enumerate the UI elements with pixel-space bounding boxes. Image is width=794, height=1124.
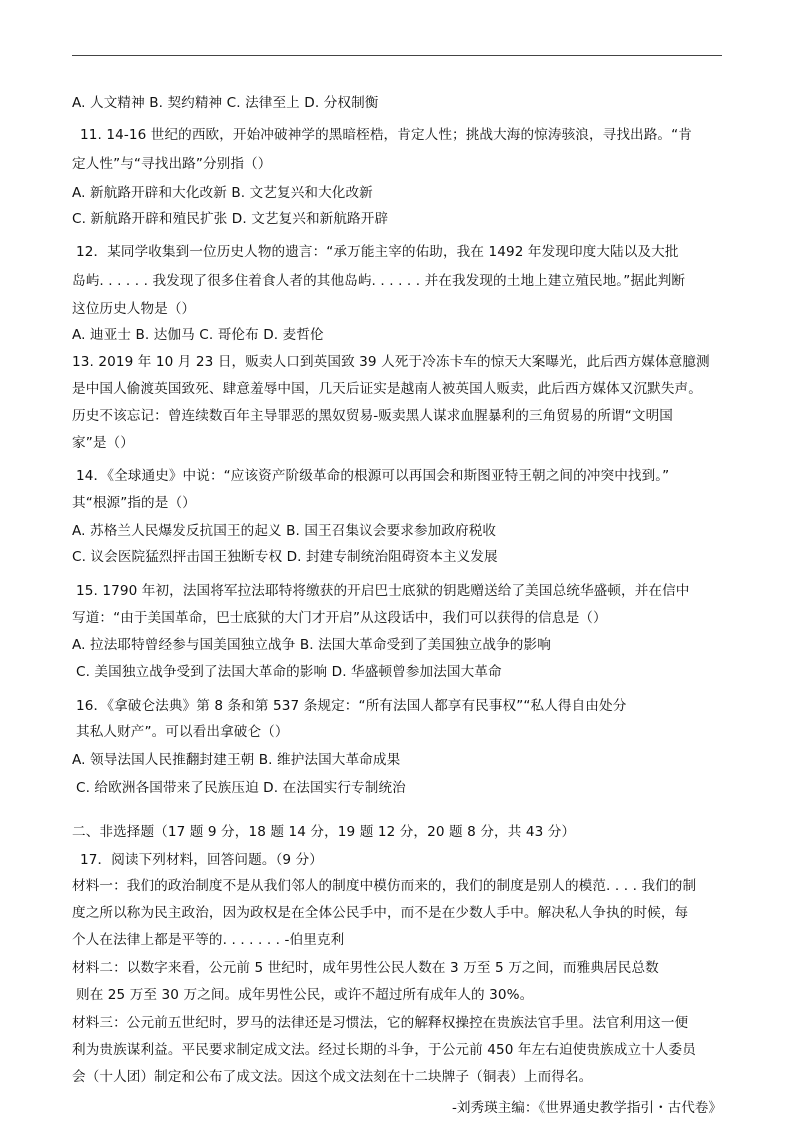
text-line: 利为贵族谋利益。平民要求制定成文法。经过长期的斗争，于公元前 450 年左右迫使贵族成立十人委员: [72, 1042, 696, 1058]
text-line: 11. 14-16 世纪的西欧，开始冲破神学的黑暗桎梏，肯定人性；挑战大海的惊涛骇浪，寻找出路。“肯: [80, 127, 692, 143]
text-line: 定人性”与“寻找出路”分别指（）: [72, 156, 272, 172]
text-line: 是中国人偷渡英国致死、肆意羞辱中国，几天后证实是越南人被英国人贩卖，此后西方媒体又沉默失声。: [72, 381, 702, 397]
text-line: 家”是（）: [72, 435, 134, 451]
text-line: 14．《全球通史》中说：“应该资产阶级革命的根源可以再国会和斯图亚特王朝之间的冲突中找到。”: [76, 468, 670, 484]
text-line: 写道：“由于美国革命，巴士底狱的大门才开启”从这段话中，我们可以获得的信息是（）: [72, 610, 607, 626]
text-line: 度之所以称为民主政治，因为政权是在全体公民手中，而不是在少数人手中。解决私人争执的时候，每: [72, 905, 689, 921]
text-line: 材料三：公元前五世纪时，罗马的法律还是习惯法，它的解释权操控在贵族法官手里。法官利用这一便: [72, 1015, 689, 1031]
text-line: A. 苏格兰人民爆发反抗国王的起义 B. 国王召集议会要求参加政府税收: [72, 523, 497, 539]
text-line: 则在 25 万至 30 万之间。成年男性公民，或许不超过所有成年人的 30%。: [76, 987, 534, 1003]
text-line: 这位历史人物是（）: [72, 301, 196, 317]
text-line: C. 给欧洲各国带来了民族压迫 D. 在法国实行专制统治: [76, 780, 406, 796]
text-line: A. 拉法耶特曾经参与国美国独立战争 B. 法国大革命受到了美国独立战争的影响: [72, 637, 551, 653]
text-line: 岛屿. . . . . . 我发现了很多住着食人者的其他岛屿. . . . . . 并在我发现的土地上建立殖民地。”据此判断: [72, 273, 686, 289]
text-line: 17．阅读下列材料，回答问题。（9 分）: [80, 852, 323, 868]
text-line: A. 领导法国人民推翻封建王朝 B. 维护法国大革命成果: [72, 752, 401, 768]
source-citation: -刘秀瑛主编：《世界通史教学指引・古代卷》: [452, 1100, 722, 1116]
text-line: A. 迪亚士 B. 达伽马 C. 哥伦布 D. 麦哲伦: [72, 327, 324, 343]
text-line: 15. 1790 年初，法国将军拉法耶特将缴获的开启巴士底狱的钥匙赠送给了美国总统华盛顿，并在信中: [76, 583, 690, 599]
text-line: 会（十人团）制定和公布了成文法。因这个成文法刻在十二块牌子（铜表）上而得名。: [72, 1069, 593, 1085]
text-line: 材料二：以数字来看，公元前 5 世纪时，成年男性公民人数在 3 万至 5 万之间，而雅典居民总数: [72, 960, 659, 976]
text-line: C. 议会医院猛烈抨击国王独断专权 D. 封建专制统治阻碍资本主义发展: [72, 549, 498, 565]
text-line: 13. 2019 年 10 月 23 日，贩卖人口到英国致 39 人死于冷冻卡车的惊天大案曝光，此后西方媒体意臆测: [72, 354, 710, 370]
text-line: A. 新航路开辟和大化改新 B. 文艺复兴和大化改新: [72, 185, 373, 201]
header-rule: [72, 55, 722, 56]
text-line: 其私人财产”。可以看出拿破仑（）: [76, 724, 289, 740]
text-line: 个人在法律上都是平等的. . . . . . . -伯里克利: [72, 932, 345, 948]
text-line: C. 美国独立战争受到了法国大革命的影响 D. 华盛顿曾参加法国大革命: [76, 664, 502, 680]
text-line: A. 人文精神 B. 契约精神 C. 法律至上 D. 分权制衡: [72, 95, 379, 111]
text-line: 其“根源”指的是（）: [72, 495, 196, 511]
text-line: C. 新航路开辟和殖民扩张 D. 文艺复兴和新航路开辟: [72, 211, 389, 227]
text-line: 历史不该忘记：曾连续数百年主导罪恶的黑奴贸易-贩卖黑人谋求血腥暴利的三角贸易的所谓“文明国: [72, 408, 673, 424]
section-heading: 二、非选择题（17 题 9 分，18 题 14 分，19 题 12 分，20 题 8 分，共 43 分）: [72, 824, 576, 840]
text-line: 材料一：我们的政治制度不是从我们邻人的制度中模仿而来的，我们的制度是别人的模范. . . . 我们的制: [72, 878, 697, 894]
text-line: 12．某同学收集到一位历史人物的遗言：“承万能主宰的佑助，我在 1492 年发现印度大陆以及大批: [76, 244, 679, 260]
text-line: 16．《拿破仑法典》第 8 条和第 537 条规定：“所有法国人都享有民事权”“私人得自由处分: [76, 698, 627, 714]
